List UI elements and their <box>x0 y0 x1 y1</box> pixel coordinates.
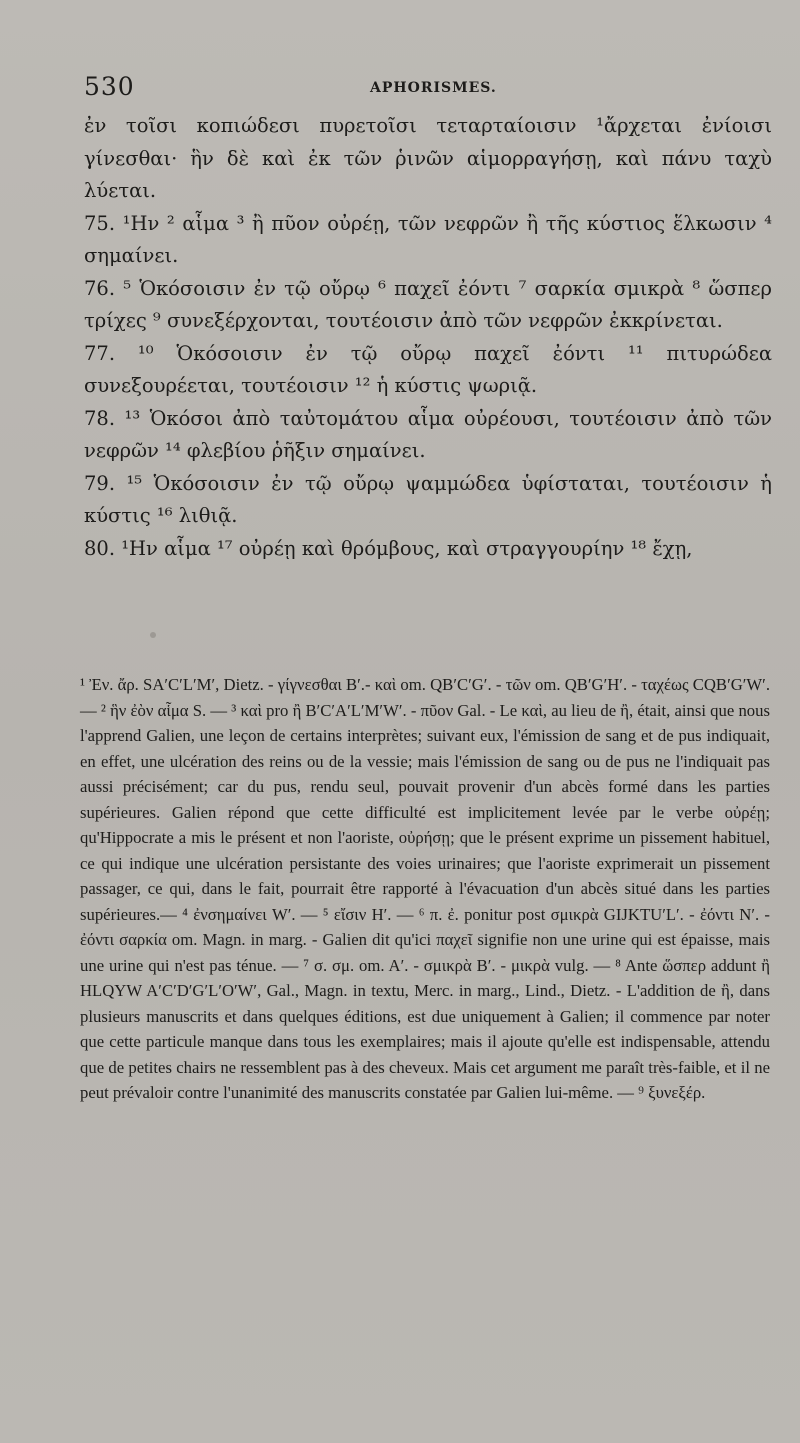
aphorism-paragraph: ἐν τοῖσι κοπιώδεσι πυρετοῖσι τεταρταίοισιν ¹ἄρχεται ἐνίοισι γίνεσθαι· ἣν δὲ καὶ ἐκ τῶν ῥινῶν αἱμορραγήσῃ, καὶ πάνυ ταχὺ λύεται. <box>84 114 772 202</box>
running-title: APHORISMES. <box>370 80 497 96</box>
aphorism-paragraph: 79. ¹⁵ Ὁκόσοισιν ἐν τῷ οὔρῳ ψαμμώδεα ὑφίσταται, τουτέοισιν ἡ κύστις ¹⁶ λιθιᾷ. <box>84 471 772 527</box>
aphorism-paragraph: 75. ¹Ην ² αἷμα ³ ἢ πῦον οὐρέῃ, τῶν νεφρῶν ἢ τῆς κύστιος ἕλκωσιν ⁴ σημαίνει. <box>84 211 772 267</box>
page-number: 530 <box>84 72 135 101</box>
greek-aphorisms-text <box>84 110 772 565</box>
aphorism-paragraph: 78. ¹³ Ὁκόσοι ἀπὸ ταὐτομάτου αἷμα οὐρέουσι, τουτέοισιν ἀπὸ τῶν νεφρῶν ¹⁴ φλεβίου ῥῆξιν σημαίνει. <box>84 406 772 462</box>
aphorism-paragraph: 76. ⁵ Ὁκόσοισιν ἐν τῷ οὔρῳ ⁶ παχεῖ ἐόντι ⁷ σαρκία σμικρὰ ⁸ ὥσπερ τρίχες ⁹ συνεξέρχονται, τουτέοισιν ἀπὸ τῶν νεφρῶν ἐκκρίνεται. <box>84 276 772 332</box>
footnote-block: ¹ Ἐν. ἄρ. SA′C′L′M′, Dietz. - γίγνεσθαι B′.- καὶ om. QB′C′G′. - τῶν om. QB′G′H′. - ταχέως CQB′G′W′. — ² ἣν ἐὸν αἷμα S. — ³ καὶ pro ἢ B′C′A′L′M′W′. - πῦον Gal. - Le καὶ, au lieu de ἢ, était, ainsi que nous l'apprend Galien, une leçon de certains interprètes; suivant eux, l'émission de sang et de pus indiquait, en effet, une ulcération des reins ou de la vessie; mais l'émission de sang ou de pus ne l'indiquait pas aussi précisément; car du pus, rendu seul, pouvait provenir d'un abcès formé dans les parties supérieures. Galien répond que cette difficulté est implicitement levée par le verbe οὐρέῃ; qu'Hippocrate a mis le présent et non l'aoriste, οὐρήσῃ; que le présent exprime un pissement habituel, ce qui indique une ulcération persistante des voies urinaires; que l'aoriste exprimerait un pissement passager, ce qui, dans le fait, pourrait être rapporté à l'évacuation d'un abcès situé dans les parties supérieures.— ⁴ ἐνσημαίνει W′. — ⁵ εἴσιν H′. — ⁶ π. ἐ. ponitur post σμικρὰ GIJKTU′L′. - ἐόντι N′. - ἐόντι σαρκία om. Magn. in marg. - Galien dit qu'ici παχεῖ signifie non une urine qui est épaisse, mais une urine qui n'est pas ténue. — ⁷ σ. σμ. om. A′. - σμικρὰ B′. - μικρὰ vulg. — ⁸ Ante ὥσπερ addunt ἢ HLQYW A′C′D′G′L′O′W′, Gal., Magn. in textu, Merc. in marg., Lind., Dietz. - L'addition de ἢ, dans plusieurs manuscrits et dans quelques éditions, est due uniquement à Galien; il commence par noter que cette particule manque dans tous les exemplaires; mais il ajoute qu'elle est indispensable, attendu que de petites chairs ne ressemblent pas à des cheveux. Mais cet argument me paraît très-faible, et il ne peut prévaloir contre l'unanimité des manuscrits constatée par Galien lui-même. — ⁹ ξυνεξέρ. <box>80 675 770 1102</box>
footnotes <box>80 672 770 1106</box>
aphorism-paragraph: 77. ¹⁰ Ὁκόσοισιν ἐν τῷ οὔρῳ παχεῖ ἐόντι ¹¹ πιτυρώδεα συνεξουρέεται, τουτέοισιν ¹² ἡ κύστις ψωριᾷ. <box>84 341 772 397</box>
paper-speck <box>150 632 156 638</box>
page-header <box>84 72 760 106</box>
aphorism-paragraph: 80. ¹Ην αἷμα ¹⁷ οὐρέῃ καὶ θρόμβους, καὶ στραγγουρίην ¹⁸ ἔχῃ, <box>84 536 693 560</box>
